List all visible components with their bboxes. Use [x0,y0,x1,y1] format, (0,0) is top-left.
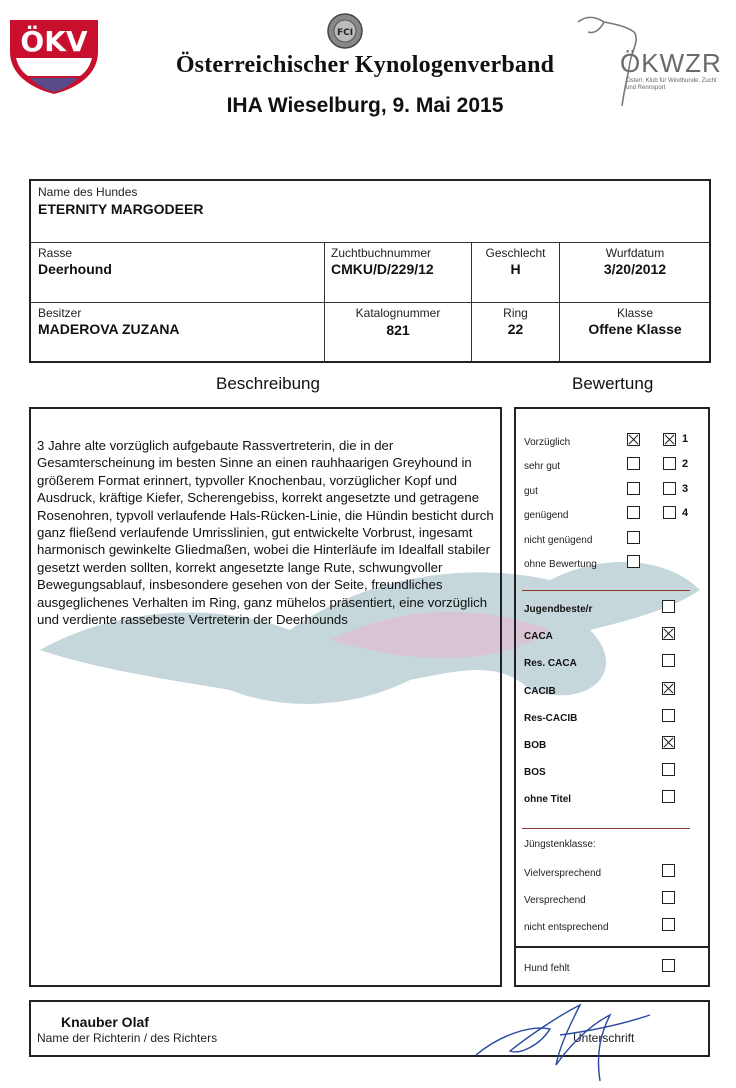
separator [522,828,690,829]
place-checkbox[interactable] [663,506,676,519]
separator [522,590,690,591]
club-logo-text: ÖKWZR [620,48,722,78]
signature-label: Unterschrift [573,1031,635,1045]
birth-date-value: 3/20/2012 [603,261,667,277]
title-checkbox[interactable] [662,736,675,749]
junior-label: Vielversprechend [524,868,602,879]
dog-name: ETERNITY MARGODEER [38,201,204,217]
separator [515,946,709,948]
owner-value: MADEROVA ZUZANA [38,321,180,337]
sex-label: Geschlecht [485,246,546,260]
grade-checkbox[interactable] [627,433,640,446]
place-number: 3 [682,483,689,495]
sex-value: H [510,261,521,277]
rating-heading: Bewertung [572,374,654,393]
title-checkbox[interactable] [662,763,675,776]
place-checkbox[interactable] [663,482,676,495]
title-label: BOB [524,740,547,751]
catalog-value: 821 [386,322,410,338]
stud-book-value: CMKU/D/229/12 [331,261,434,277]
title-label: Res. CACA [524,658,577,669]
description-heading: Beschreibung [216,374,320,393]
grade-checkbox[interactable] [627,457,640,470]
ring-label: Ring [503,306,528,320]
title-checkbox[interactable] [662,600,675,613]
event-title: IHA Wieselburg, 9. Mai 2015 [226,94,504,117]
place-number: 4 [682,507,689,519]
grade-label: ohne Bewertung [524,559,597,570]
grade-checkbox[interactable] [627,531,640,544]
grade-checkbox[interactable] [627,506,640,519]
title-label: CACIB [524,686,556,697]
junior-label: nicht entsprechend [524,922,609,933]
title-label: Res-CACIB [524,713,578,724]
grade-label: genügend [524,510,569,521]
junior-checkbox[interactable] [662,891,675,904]
fci-logo-text: FCI [336,28,354,38]
club-logo-subtext: Österr. Klub für Windhunde, Zucht und Rennsport [626,78,717,91]
judge-signature [470,985,670,1085]
place-number: 1 [682,433,689,445]
title-checkbox[interactable] [662,682,675,695]
junior-heading: Jüngstenklasse: [524,839,596,850]
class-value: Offene Klasse [588,321,682,337]
class-label: Klasse [616,306,654,320]
grade-label: gut [524,486,538,497]
okv-logo-text: ÖKV [20,25,88,58]
title-label: BOS [524,767,546,778]
breed-value: Deerhound [38,261,112,277]
place-number: 2 [682,458,689,470]
junior-checkbox[interactable] [662,918,675,931]
junior-checkbox[interactable] [662,864,675,877]
judge-name-label: Name der Richterin / des Richters [37,1031,218,1045]
stud-book-label: Zuchtbuchnummer [331,246,432,260]
title-label: ohne Titel [524,794,572,805]
title-checkbox[interactable] [662,709,675,722]
owner-label: Besitzer [38,306,82,320]
place-checkbox[interactable] [663,457,676,470]
title-checkbox[interactable] [662,654,675,667]
absent-checkbox[interactable] [662,959,675,972]
absent-label: Hund fehlt [524,963,570,974]
title-label: Jugendbeste/r [524,604,593,615]
catalog-label: Katalognummer [355,306,441,320]
dog-info-table [29,179,711,363]
okv-logo [8,18,100,96]
ring-value: 22 [507,321,524,337]
grade-label: Vorzüglich [524,437,571,448]
table-divider [31,302,709,303]
title-checkbox[interactable] [662,790,675,803]
title-checkbox[interactable] [662,627,675,640]
fci-logo [326,12,364,50]
place-checkbox[interactable] [663,433,676,446]
grade-label: sehr gut [524,461,561,472]
table-divider [324,242,325,361]
grade-checkbox[interactable] [627,555,640,568]
org-title: Österreichischer Kynologenverband [175,52,555,78]
table-divider [31,242,709,243]
birth-date-label: Wurfdatum [605,246,665,260]
description-text: 3 Jahre alte vorzüglich aufgebaute Rassvertreterin, die in der Gesamterscheinung im besten Sinne an einen rauhhaarigen Greyhound in größerem Format erinnert, typvoller Knochenbau, vorzüglicher Kopf und Ausdruck, kräftige Kiefer, Scherengebiss, korrekt angesetzte und getragene Rosenohren, typvoll verlaufende Hals-Rücken-Linie, die Hündin besticht durch ganz fließend verlaufende Umrisslinien, gut entwickelte Vorbrust, ingesamt harmonisch gewinkelte Gliedmaßen, wobei die Hinterläufe im Idealfall stabiler gesetzt werden sollten, korrekt angesetzte lange Rute, schwungvoller Bewegungsablauf, insbesondere gesehen von der Seite, freundliches ausgeglichenes Verhalten im Ring, ganz mühelos präsentiert, eine vorzüglich und verdiente rassebeste Vertreterin der Deerhounds [37,438,494,628]
junior-label: Versprechend [524,895,586,906]
judge-name: Knauber Olaf [61,1014,149,1030]
title-label: CACA [524,631,553,642]
breed-label: Rasse [38,246,73,260]
dog-name-label: Name des Hundes [38,185,138,199]
grade-checkbox[interactable] [627,482,640,495]
grade-label: nicht genügend [524,535,593,546]
